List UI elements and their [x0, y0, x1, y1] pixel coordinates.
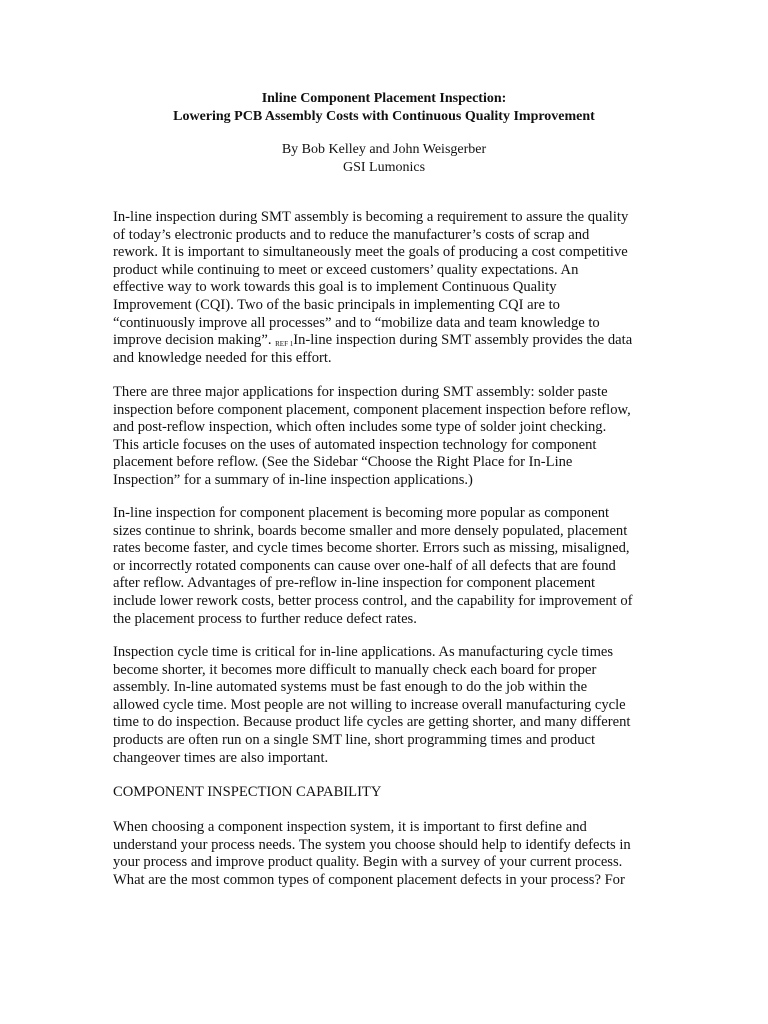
paragraph-intro	[113, 209, 661, 367]
paragraph-line: your process and improve product quality. Begin with a survey of your current process.	[113, 854, 623, 871]
paragraph-line: “continuously improve all processes” and to “mobilize data and team knowledge to	[113, 314, 600, 331]
paragraph-text: In-line inspection during SMT assembly provides the data	[293, 332, 633, 349]
section-heading	[113, 784, 661, 802]
paragraph-line: rework. It is important to simultaneously meet the goals of producing a cost competitive	[113, 244, 628, 261]
paragraph-line: and knowledge needed for this effort.	[113, 349, 332, 366]
authors: By Bob Kelley and John Weisgerber	[281, 142, 487, 157]
section-heading-text: COMPONENT INSPECTION CAPABILITY	[113, 784, 382, 800]
paragraph-line: product while continuing to meet or exceed customers’ quality expectations. An	[113, 261, 579, 278]
paragraph-line: after reflow. Advantages of pre-reflow in-line inspection for component placement	[113, 575, 596, 592]
paragraph-line: the placement process to further reduce defect rates.	[113, 610, 417, 627]
paragraph-line: assembly. In-line automated systems must be fast enough to do the job within the	[113, 679, 588, 696]
paragraph-line: effective way to work towards this goal is to implement Continuous Quality	[113, 279, 557, 296]
paragraph-line: In-line inspection during SMT assembly is becoming a requirement to assure the quality	[113, 209, 629, 225]
paragraph-line: or incorrectly rotated components can cause over one-half of all defects that are found	[113, 557, 616, 574]
paragraph-line: Improvement (CQI). Two of the basic principals in implementing CQI are to	[113, 296, 560, 313]
byline	[0, 141, 768, 176]
paragraph-line: sizes continue to shrink, boards become smaller and more densely populated, placement	[113, 522, 628, 539]
paragraph-line: placement before reflow. (See the Sidebar “Choose the Right Place for In-Line	[113, 454, 573, 471]
paragraph-line: time to do inspection. Because product life cycles are getting shorter, and many different	[113, 714, 631, 731]
paragraph-line: include lower rework costs, better process control, and the capability for improvement of	[113, 592, 633, 609]
paragraph-line: In-line inspection for component placement is becoming more popular as component	[113, 505, 610, 521]
paragraph-line: What are the most common types of component placement defects in your process? For	[113, 871, 625, 888]
paragraph-line: become shorter, it becomes more difficult to manually check each board for proper	[113, 661, 597, 678]
paragraph-line: allowed cycle time. Most people are not willing to increase overall manufacturing cycle	[113, 696, 626, 713]
paragraph-line: There are three major applications for inspection during SMT assembly: solder paste	[113, 384, 608, 400]
paragraph-line: inspection before component placement, component placement inspection before reflow,	[113, 401, 631, 418]
paragraph-text: improve decision making”.	[113, 332, 272, 349]
paragraph-line	[113, 332, 661, 350]
paragraph-popularity	[113, 505, 661, 628]
paragraph-line: changeover times are also important.	[113, 749, 329, 766]
title-line-1: Inline Component Placement Inspection:	[261, 91, 507, 106]
title-line-2: Lowering PCB Assembly Costs with Continuous Quality Improvement	[173, 108, 595, 124]
paragraph-choosing-system	[113, 819, 661, 889]
paragraph-line: products are often run on a single SMT line, short programming times and product	[113, 731, 596, 748]
paragraph-applications	[113, 384, 661, 490]
paragraph-line: Inspection cycle time is critical for in-line applications. As manufacturing cycle times	[113, 644, 614, 660]
reference-marker: REF 1	[275, 340, 294, 349]
document-title	[0, 90, 768, 125]
paragraph-line: Inspection” for a summary of in-line inspection applications.)	[113, 471, 473, 488]
paragraph-line: This article focuses on the uses of automated inspection technology for component	[113, 436, 597, 453]
company: GSI Lumonics	[342, 159, 426, 175]
paragraph-line: When choosing a component inspection system, it is important to first define and	[113, 819, 587, 835]
paragraph-line: of today’s electronic products and to reduce the manufacturer’s costs of scrap and	[113, 226, 590, 243]
paragraph-line: rates become faster, and cycle times become shorter. Errors such as missing, misaligned,	[113, 540, 630, 557]
paragraph-line: and post-reflow inspection, which often includes some type of solder joint checking.	[113, 419, 607, 436]
paragraph-line: understand your process needs. The system you choose should help to identify defects in	[113, 836, 631, 853]
paragraph-cycle-time	[113, 644, 661, 767]
